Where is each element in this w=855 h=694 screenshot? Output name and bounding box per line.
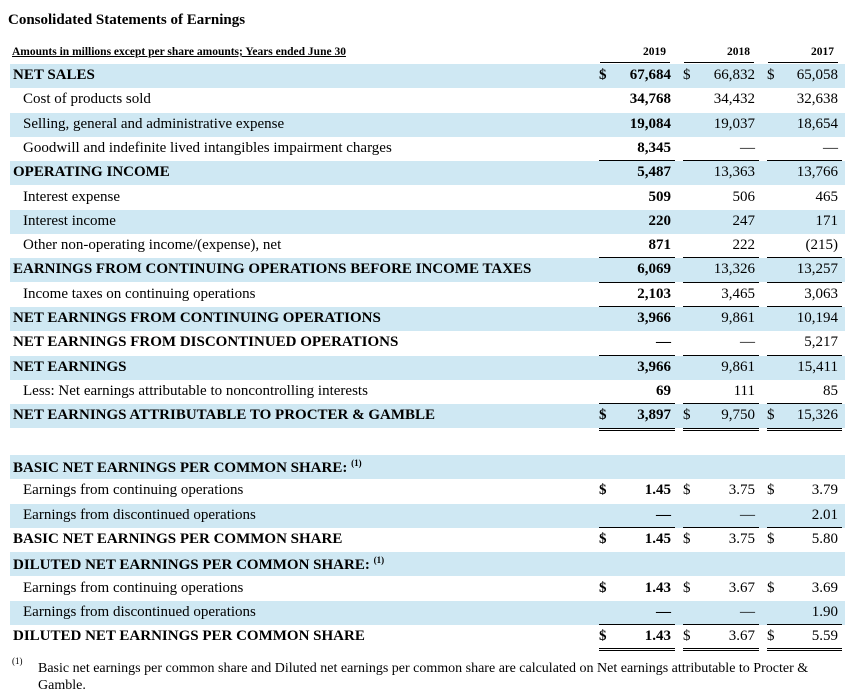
- row-label: [23, 91, 151, 108]
- row-label-text: Interest expense: [23, 188, 121, 205]
- subtotal-rule: [683, 282, 759, 283]
- double-underline: [767, 428, 842, 431]
- footnote-ref: (1): [351, 458, 362, 468]
- footnote-ref: (1): [373, 555, 385, 566]
- value-2018: 66,832: [713, 67, 755, 83]
- value-2017: 171: [815, 212, 838, 229]
- table-row-interest-expense: [10, 186, 845, 210]
- table-row-net-earnings-from-discontinued-operations: [10, 331, 845, 355]
- value-2018: 222: [732, 237, 755, 254]
- double-underline: [683, 428, 759, 431]
- table-row-earnings-from-continuing-operations-before-income-taxes: [10, 258, 845, 282]
- value-2018: 3.67: [728, 579, 755, 596]
- subtotal-rule: [599, 355, 675, 356]
- row-label: [23, 116, 284, 133]
- year-2019-header: 2019: [643, 46, 666, 58]
- value-2017: 13,766: [796, 164, 838, 181]
- value-2018: 247: [732, 212, 755, 229]
- value-2017: 18,654: [796, 115, 838, 132]
- value-2019: 1.43: [644, 579, 671, 596]
- currency-symbol: $: [599, 482, 607, 499]
- table-row-goodwill-and-indefinite-lived-intangibles-impairment-charges: [10, 137, 845, 161]
- table-row-earnings-from-discontinued-operations: [10, 601, 845, 625]
- row-label-text: Earnings from discontinued operations: [23, 506, 256, 523]
- currency-symbol: $: [683, 579, 691, 596]
- subtotal-rule: [767, 160, 842, 161]
- row-label: [23, 507, 256, 524]
- row-label-text: Goodwill and indefinite lived intangibles impairment charges: [23, 139, 392, 156]
- currency-symbol: $: [683, 407, 691, 424]
- double-underline: [599, 428, 675, 431]
- subtotal-rule: [683, 306, 759, 307]
- row-label-text: Less: Net earnings attributable to noncontrolling interests: [23, 382, 368, 399]
- value-2019: 8,345: [637, 139, 671, 156]
- row-label: [23, 140, 392, 157]
- subtotal-rule: [599, 160, 675, 161]
- subtotal-rule: [599, 282, 675, 283]
- subtotal-rule: [767, 527, 842, 528]
- currency-symbol: $: [767, 628, 775, 645]
- row-label-text: NET SALES: [13, 67, 95, 83]
- row-label: [13, 359, 127, 376]
- row-label: [23, 604, 256, 621]
- value-2019: 67,684: [629, 67, 671, 83]
- value-2019: 3,966: [637, 358, 671, 375]
- double-underline: [599, 648, 675, 651]
- row-label-text: Cost of products sold: [23, 91, 151, 108]
- subtotal-rule: [683, 527, 759, 528]
- value-2018: 34,432: [713, 91, 755, 108]
- currency-symbol: $: [599, 67, 607, 83]
- table-row-net-earnings-from-continuing-operations: [10, 307, 845, 331]
- table-row-operating-income: [10, 161, 845, 185]
- currency-symbol: $: [683, 482, 691, 499]
- value-2018: 19,037: [713, 115, 755, 132]
- subtotal-rule: [683, 257, 759, 258]
- value-2019: 1.45: [644, 482, 671, 499]
- row-label-text: DILUTED NET EARNINGS PER COMMON SHARE:: [13, 557, 370, 574]
- table-row-earnings-from-continuing-operations: [10, 479, 845, 503]
- row-label: [23, 189, 120, 206]
- table-row-diluted-net-earnings-per-common-share: [10, 625, 845, 649]
- row-label-text: Income taxes on continuing operations: [23, 285, 256, 302]
- row-label-text: NET EARNINGS ATTRIBUTABLE TO PROCTER & GAMBLE: [13, 407, 436, 424]
- currency-symbol: $: [683, 530, 691, 547]
- value-2019: —: [656, 603, 671, 620]
- footnote-text: Basic net earnings per common share and Diluted net earnings per common share are calculated on Net earnings attributable to Procter & Gamble.: [38, 661, 809, 693]
- table-row-cost-of-products-sold: [10, 88, 845, 112]
- currency-symbol: $: [683, 628, 691, 645]
- row-label-text: Earnings from discontinued operations: [23, 603, 256, 620]
- year-2018-rule: [684, 62, 754, 63]
- year-2019-rule: [600, 62, 670, 63]
- table-row-income-taxes-on-continuing-operations: [10, 283, 845, 307]
- value-2019: 6,069: [637, 261, 671, 278]
- row-label: [23, 482, 243, 499]
- value-2019: 3,897: [637, 407, 671, 424]
- row-label-text: BASIC NET EARNINGS PER COMMON SHARE:: [13, 460, 348, 476]
- table-row-earnings-from-continuing-operations: [10, 577, 845, 601]
- currency-symbol: $: [767, 530, 775, 547]
- value-2018: 3.75: [728, 530, 755, 547]
- currency-symbol: $: [683, 67, 691, 83]
- row-label: [13, 458, 362, 477]
- value-2017: —: [823, 139, 838, 156]
- double-underline: [767, 648, 842, 651]
- currency-symbol: $: [767, 579, 775, 596]
- row-label-text: NET EARNINGS: [13, 358, 127, 375]
- value-2017: 65,058: [796, 67, 838, 83]
- value-2017: 5.59: [811, 628, 838, 645]
- currency-symbol: $: [599, 407, 607, 424]
- value-2019: 220: [648, 212, 671, 229]
- value-2017: 85: [823, 382, 838, 399]
- value-2019: 69: [656, 382, 671, 399]
- value-2019: 19,084: [629, 115, 671, 132]
- value-2017: 10,194: [796, 310, 838, 326]
- value-2018: —: [740, 506, 755, 523]
- value-2019: 1.45: [644, 530, 671, 547]
- row-label-text: NET EARNINGS FROM DISCONTINUED OPERATIONS: [13, 334, 399, 351]
- subtotal-rule: [683, 403, 759, 404]
- double-underline: [683, 648, 759, 651]
- value-2018: 3,465: [721, 285, 755, 302]
- value-2019: 5,487: [637, 164, 671, 181]
- value-2019: 509: [648, 188, 671, 205]
- value-2017: 5.80: [811, 530, 838, 547]
- page-title: Consolidated Statements of Earnings: [8, 12, 246, 28]
- row-label: [13, 531, 342, 548]
- value-2019: —: [656, 334, 671, 351]
- value-2018: 13,326: [713, 261, 755, 278]
- subtotal-rule: [599, 257, 675, 258]
- value-2019: 2,103: [637, 285, 671, 302]
- table-row-diluted-net-earnings-per-common-share: [10, 552, 845, 576]
- row-label: [13, 407, 435, 424]
- currency-symbol: $: [767, 482, 775, 499]
- value-2019: 871: [648, 237, 671, 254]
- row-label-text: Other non-operating income/(expense), net: [23, 237, 282, 254]
- row-label: [23, 580, 243, 597]
- row-label-text: Earnings from continuing operations: [23, 482, 244, 499]
- value-2017: 15,411: [797, 358, 838, 375]
- row-label: [13, 310, 381, 327]
- subtotal-rule: [767, 282, 842, 283]
- row-label: [13, 628, 365, 645]
- table-row-net-sales: [10, 64, 845, 88]
- row-label-text: BASIC NET EARNINGS PER COMMON SHARE: [13, 530, 343, 547]
- subtotal-rule: [683, 160, 759, 161]
- row-label: [23, 237, 281, 254]
- value-2018: —: [740, 603, 755, 620]
- value-2019: 34,768: [629, 91, 671, 108]
- subtotal-rule: [767, 355, 842, 356]
- row-label: [13, 67, 95, 84]
- row-label: [23, 213, 116, 230]
- currency-symbol: $: [767, 67, 775, 83]
- value-2017: 3.79: [811, 482, 838, 499]
- value-2017: 3,063: [804, 285, 838, 302]
- row-label-text: EARNINGS FROM CONTINUING OPERATIONS BEFORE INCOME TAXES: [13, 261, 532, 278]
- subtotal-rule: [767, 306, 842, 307]
- row-label: [23, 286, 255, 303]
- value-2018: 9,750: [721, 407, 755, 424]
- value-2018: 3.75: [728, 482, 755, 499]
- value-2018: 3.67: [728, 628, 755, 645]
- subtotal-rule: [599, 624, 675, 625]
- row-label: [13, 334, 398, 351]
- value-2017: 1.90: [811, 603, 838, 620]
- subtotal-rule: [599, 527, 675, 528]
- table-row-other-non-operating-income-expense-net: [10, 234, 845, 258]
- currency-symbol: $: [599, 530, 607, 547]
- value-2018: 111: [733, 382, 755, 399]
- value-2018: —: [740, 139, 755, 156]
- value-2017: 15,326: [796, 407, 838, 424]
- value-2018: —: [740, 334, 755, 351]
- table-row-less-net-earnings-attributable-to-noncontrolling-interests: [10, 380, 845, 404]
- footnote-mark: (1): [12, 656, 23, 666]
- value-2018: 13,363: [713, 164, 755, 181]
- value-2019: 1.43: [644, 628, 671, 645]
- currency-symbol: $: [599, 579, 607, 596]
- value-2019: 3,966: [637, 310, 671, 326]
- table-row-net-earnings: [10, 356, 845, 380]
- value-2017: 3.69: [811, 579, 838, 596]
- table-row-interest-income: [10, 210, 845, 234]
- subtotal-rule: [599, 403, 675, 404]
- row-label-text: DILUTED NET EARNINGS PER COMMON SHARE: [13, 628, 365, 645]
- currency-symbol: $: [599, 628, 607, 645]
- value-2017: 32,638: [796, 91, 838, 108]
- value-2018: 9,861: [721, 310, 755, 326]
- year-2017-header: 2017: [811, 46, 834, 58]
- year-2017-rule: [768, 62, 838, 63]
- year-2018-header: 2018: [727, 46, 750, 58]
- currency-symbol: $: [767, 407, 775, 424]
- value-2017: 13,257: [796, 261, 838, 278]
- value-2018: 9,861: [721, 358, 755, 375]
- row-label-text: NET EARNINGS FROM CONTINUING OPERATIONS: [13, 310, 381, 326]
- value-2017: 2.01: [811, 506, 838, 523]
- table-row-basic-net-earnings-per-common-share: [10, 455, 845, 479]
- row-label: [23, 383, 368, 400]
- value-2019: —: [656, 506, 671, 523]
- value-2017: (215): [805, 237, 838, 254]
- value-2017: 465: [815, 188, 838, 205]
- row-label-text: Interest income: [23, 212, 116, 229]
- table-row-earnings-from-discontinued-operations: [10, 504, 845, 528]
- subtotal-rule: [683, 624, 759, 625]
- table-row-net-earnings-attributable-to-procter-gamble: [10, 404, 845, 428]
- subtotal-rule: [767, 403, 842, 404]
- value-2018: 506: [732, 188, 755, 205]
- row-label-text: Earnings from continuing operations: [23, 579, 244, 596]
- row-label-text: OPERATING INCOME: [13, 164, 170, 181]
- row-label: [13, 261, 531, 278]
- subtotal-rule: [767, 257, 842, 258]
- table-row-selling-general-and-administrative-expense: [10, 113, 845, 137]
- row-label: [13, 555, 384, 574]
- column-header-label: Amounts in millions except per share amounts; Years ended June 30: [12, 46, 346, 58]
- subtotal-rule: [599, 306, 675, 307]
- subtotal-rule: [767, 624, 842, 625]
- value-2017: 5,217: [804, 334, 838, 351]
- table-row-basic-net-earnings-per-common-share: [10, 528, 845, 552]
- subtotal-rule: [683, 355, 759, 356]
- row-label-text: Selling, general and administrative expense: [23, 115, 285, 132]
- row-label: [13, 164, 170, 181]
